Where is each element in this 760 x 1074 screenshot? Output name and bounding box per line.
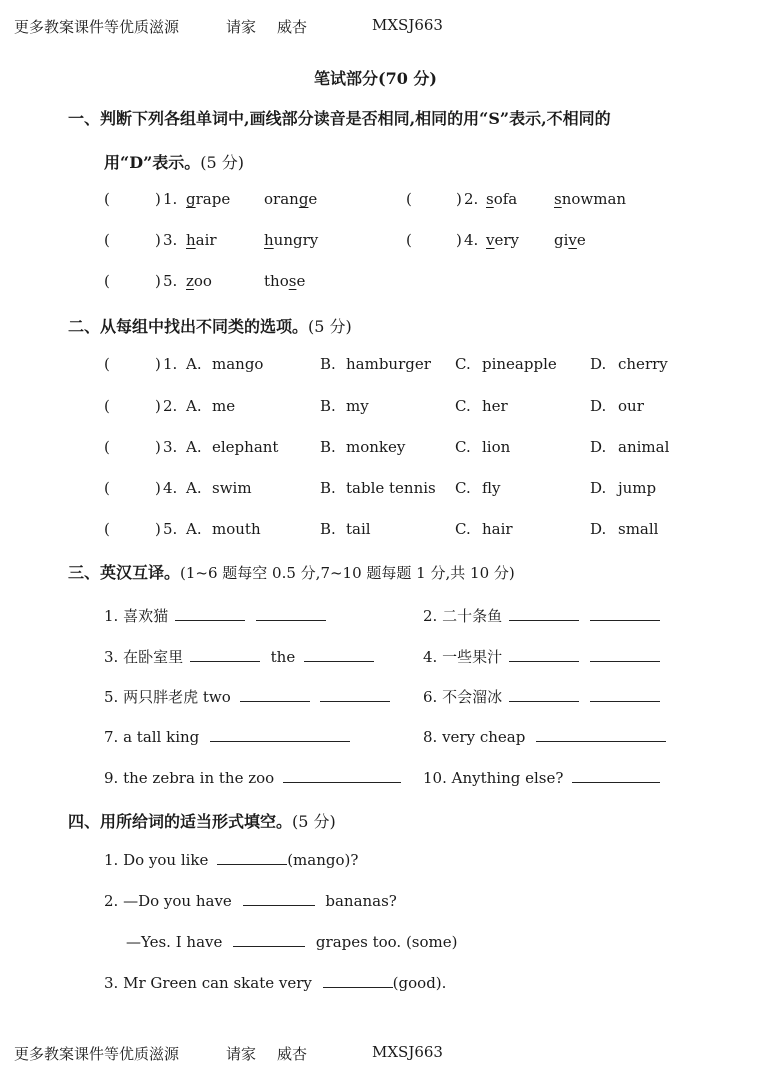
option-c: C.: [455, 355, 471, 373]
option-b: B.: [320, 355, 336, 373]
option-c-text: hair: [482, 520, 513, 538]
header-text: 威杏: [277, 18, 308, 36]
option-c: C.: [455, 397, 471, 415]
paren: (: [104, 397, 110, 415]
option-a-text: elephant: [212, 438, 279, 456]
question: 9. the zebra in the zoo: [104, 768, 401, 787]
option-c: C.: [455, 479, 471, 497]
header-text: 更多教案课件等优质滋源: [14, 18, 180, 36]
question: —Yes. I have grapes too. (some): [126, 933, 458, 951]
answer-blank[interactable]: [509, 606, 579, 621]
answer-blank[interactable]: [323, 973, 393, 988]
answer-blank[interactable]: [304, 647, 374, 662]
paren: ): [155, 479, 161, 497]
list-item: ( ) 5. zoo those: [104, 272, 306, 290]
section-heading: 四、用所给词的适当形式填空。(5 分): [68, 812, 336, 831]
question: 4. 一些果汁: [423, 646, 660, 667]
answer-blank[interactable]: [590, 687, 660, 702]
list-item: [0, 355, 760, 377]
list-item: ( ) 3. hair hungry ( ) 4. very give: [104, 231, 586, 249]
paren: (: [104, 355, 110, 373]
option-a: A.: [186, 520, 202, 538]
question: 3. Mr Green can skate very (good).: [104, 974, 447, 992]
header-text: 请家: [226, 18, 257, 36]
question: 2. 二十条鱼: [423, 605, 660, 626]
answer-blank[interactable]: [175, 606, 245, 621]
question: 1. Do you like (mango)?: [104, 851, 359, 869]
option-a-text: me: [212, 397, 236, 415]
option-b: B.: [320, 520, 336, 538]
option-num: 2.: [163, 397, 178, 415]
answer-blank[interactable]: [572, 768, 660, 783]
option-c-text: pineapple: [482, 355, 557, 373]
section-heading: 二、从每组中找出不同类的选项。(5 分): [68, 317, 352, 336]
word: orange: [264, 190, 318, 208]
option-d: D.: [590, 479, 607, 497]
option-c: C.: [455, 520, 471, 538]
question: 5. 两只胖老虎 two: [104, 686, 390, 707]
answer-blank[interactable]: [590, 647, 660, 662]
footer-text: 威杏: [277, 1045, 308, 1063]
paren: ): [155, 397, 161, 415]
question: 1. 喜欢猫: [104, 605, 326, 626]
option-a: A.: [186, 438, 202, 456]
word: snowman: [554, 190, 627, 208]
paren: ): [155, 438, 161, 456]
option-d-text: animal: [618, 438, 670, 456]
option-num: 1.: [163, 355, 178, 373]
answer-blank[interactable]: [240, 687, 310, 702]
section-heading: 一、判断下列各组单词中,画线部分读音是否相同,相同的用“S”表示,不相同的: [68, 109, 611, 128]
word: zoo: [186, 272, 212, 290]
footer-text: 请家: [226, 1045, 257, 1063]
option-num: 4.: [163, 479, 178, 497]
header-code: MXSJ663: [372, 16, 443, 34]
option-a: A.: [186, 355, 202, 373]
word: give: [554, 231, 586, 249]
option-d-text: jump: [618, 479, 657, 497]
option-c-text: lion: [482, 438, 511, 456]
option-d-text: our: [618, 397, 644, 415]
option-d: D.: [590, 520, 607, 538]
option-b-text: table tennis: [346, 479, 436, 497]
option-a: A.: [186, 479, 202, 497]
question: 3. 在卧室里 the: [104, 646, 374, 667]
option-b-text: hamburger: [346, 355, 431, 373]
section-heading: 用“D”表示。(5 分): [104, 153, 245, 172]
footer-code: MXSJ663: [372, 1043, 443, 1061]
option-num: 5.: [163, 520, 178, 538]
word: hungry: [264, 231, 319, 249]
answer-blank[interactable]: [217, 850, 287, 865]
word: very: [486, 231, 520, 249]
list-item: ( ) 1. grape orange ( ) 2. sofa snowman: [104, 190, 627, 208]
answer-blank[interactable]: [536, 727, 666, 742]
option-c-text: her: [482, 397, 508, 415]
option-d: D.: [590, 438, 607, 456]
answer-blank[interactable]: [320, 687, 390, 702]
list-item: [0, 397, 760, 419]
list-item: [0, 438, 760, 460]
answer-blank[interactable]: [256, 606, 326, 621]
page-title: 笔试部分(70 分): [314, 69, 437, 88]
answer-blank[interactable]: [509, 647, 579, 662]
option-a-text: mango: [212, 355, 264, 373]
list-item: [0, 520, 760, 542]
paren: (: [104, 479, 110, 497]
answer-blank[interactable]: [509, 687, 579, 702]
paren: ): [155, 355, 161, 373]
option-b-text: my: [346, 397, 369, 415]
paren: (: [104, 438, 110, 456]
answer-blank[interactable]: [210, 727, 350, 742]
option-d-text: cherry: [618, 355, 668, 373]
paren: (: [104, 520, 110, 538]
option-c-text: fly: [482, 479, 501, 497]
answer-blank[interactable]: [283, 768, 401, 783]
option-d: D.: [590, 355, 607, 373]
question: 6. 不会溜冰: [423, 686, 660, 707]
option-b-text: tail: [346, 520, 371, 538]
section-heading: 三、英汉互译。(1~6 题每空 0.5 分,7~10 题每题 1 分,共 10 分): [68, 563, 515, 582]
word: those: [264, 272, 306, 290]
list-item: [0, 479, 760, 501]
option-a-text: mouth: [212, 520, 261, 538]
word: grape: [186, 190, 231, 208]
question: 8. very cheap: [423, 727, 666, 746]
answer-blank[interactable]: [590, 606, 660, 621]
option-c: C.: [455, 438, 471, 456]
option-b: B.: [320, 438, 336, 456]
word: hair: [186, 231, 217, 249]
option-num: 3.: [163, 438, 178, 456]
question: 10. Anything else?: [423, 768, 660, 787]
answer-blank[interactable]: [233, 932, 305, 947]
option-b-text: monkey: [346, 438, 406, 456]
option-a: A.: [186, 397, 202, 415]
answer-blank[interactable]: [190, 647, 260, 662]
option-d: D.: [590, 397, 607, 415]
word: sofa: [486, 190, 518, 208]
option-d-text: small: [618, 520, 659, 538]
question: 2. —Do you have bananas?: [104, 892, 397, 910]
paren: ): [155, 520, 161, 538]
option-a-text: swim: [212, 479, 252, 497]
footer-text: 更多教案课件等优质滋源: [14, 1045, 180, 1063]
option-b: B.: [320, 397, 336, 415]
answer-blank[interactable]: [243, 891, 315, 906]
question: 7. a tall king: [104, 727, 350, 746]
option-b: B.: [320, 479, 336, 497]
